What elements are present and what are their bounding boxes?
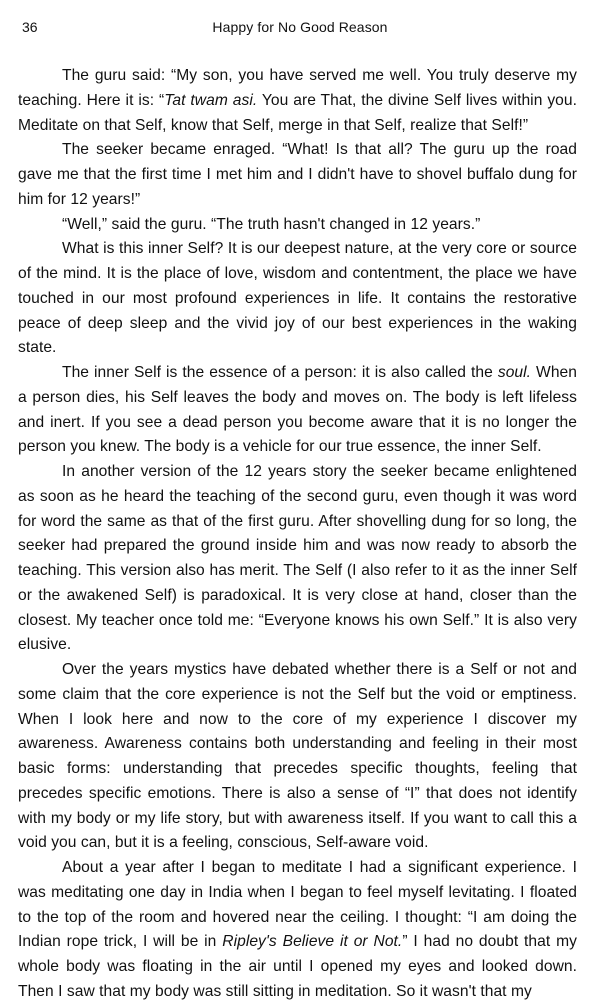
text-run: ” I had no doubt that my whole body was floating in the air until I opened my eyes and looked down. Then I saw that my body was still sitting in meditation. So it wasn't that my: [18, 933, 577, 1000]
paragraph: [18, 237, 577, 361]
italic-run: Ripley's Believe it or Not.: [222, 933, 403, 951]
paragraph: [18, 213, 577, 238]
paragraph: [18, 460, 577, 658]
text-run: You are That, the divine Self lives within you. Meditate on that Self, know that Self, merge in that Self, realize that Self!”: [18, 91, 577, 134]
running-head: [22, 16, 578, 38]
paragraph: [18, 138, 577, 212]
text-run: In another version of the 12 years story the seeker became enlightened as soon as he heard the teaching of the second guru, even though it was word for word the same as that of the first guru. After shovelling dung for so long, the seeker had prepared the ground inside him and was now ready to absorb the teaching. This version also has merit. The Self (I also refer to it as the inner Self or the awakened Self) is paradoxical. It is very close at hand, closer than the closest. My teacher once told me: “Everyone knows his own Self.” It is also very elusive.: [18, 463, 577, 654]
italic-run: Tat twam asi.: [164, 91, 258, 109]
paragraph: [18, 658, 577, 856]
book-title: Happy for No Good Reason: [212, 19, 388, 35]
text-run: The inner Self is the essence of a person: it is also called the: [62, 364, 498, 381]
paragraph: [18, 856, 577, 1005]
paragraph: [18, 361, 577, 460]
paragraph: [18, 64, 577, 138]
page-number: 36: [22, 19, 38, 35]
text-run: The guru said: “My son, you have served me well. You truly deserve my teaching. Here it is: “: [18, 67, 577, 109]
text-run: Over the years mystics have debated whether there is a Self or not and some claim that the core experience is not the Self but the void or emptiness. When I look here and now to the core of my experience I discover my awareness. Awareness contains both understanding and feeling in their most basic forms: understanding that precedes specific thoughts, feeling that precedes specific emotions. There is also a sense of “I” that does not identify with my body or my life story, but with awareness itself. If you want to call this a void you can, but it is a feeling, conscious, Self-aware void.: [18, 661, 577, 852]
body-text: [18, 64, 577, 1005]
italic-run: soul.: [497, 364, 532, 381]
text-run: “Well,” said the guru. “The truth hasn't changed in 12 years.”: [62, 215, 481, 233]
text-run: What is this inner Self? It is our deepest nature, at the very core or source of the mind. It is the place of love, wisdom and contentment, the place we have touched in our most profound experiences in life. It contains the restorative peace of deep sleep and the vivid joy of our best experiences in the waking state.: [18, 240, 577, 357]
text-run: When a person dies, his Self leaves the body and moves on. The body is left lifeless and inert. If you see a dead person you become aware that it is no longer the person you knew. The body is a vehicle for our true essence, the inner Self.: [18, 364, 577, 456]
text-run: About a year after I began to meditate I had a significant experience. I was meditating one day in India when I began to feel myself levitating. I floated to the top of the room and hovered near the ceiling. I thought: “I am doing the Indian rope trick, I will be in: [18, 859, 577, 951]
text-run: The seeker became enraged. “What! Is that all? The guru up the road gave me that the first time I met him and I didn't have to shovel buffalo dung for him for 12 years!”: [18, 141, 577, 208]
